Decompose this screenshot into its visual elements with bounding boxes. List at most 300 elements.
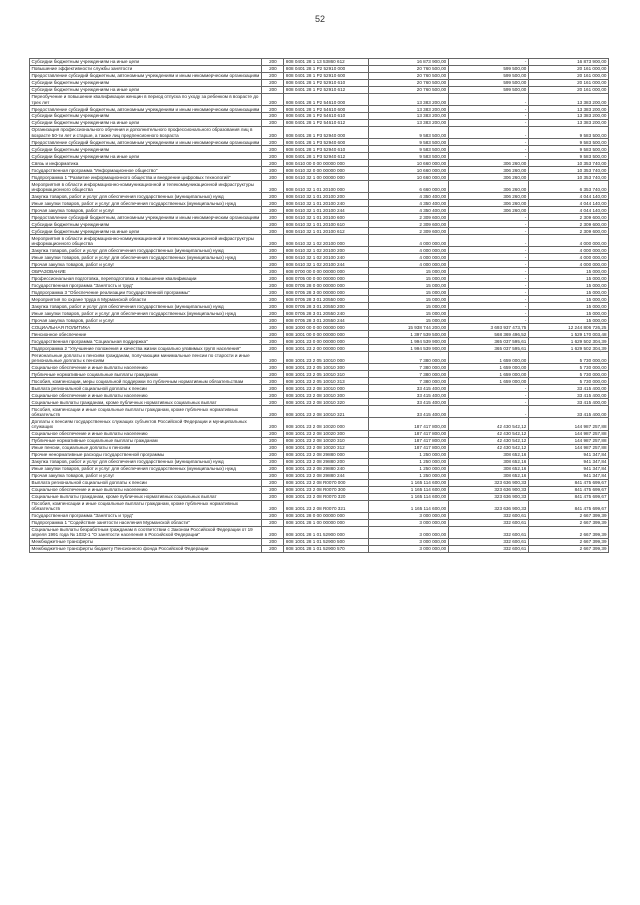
row-executed-amount-cell: 323 636 900,33: [448, 493, 528, 500]
row-executed-amount-cell: 308 652,16: [448, 458, 528, 465]
table-row: [30, 207, 609, 214]
table-row: [30, 193, 609, 200]
row-name-cell: Региональные доплаты к пенсиям гражданам, получающим минимальные пенсии по старости и иные региональные доплаты к пенсиям: [30, 352, 262, 364]
row-approved-amount-cell: 13 383 200,00: [368, 93, 448, 105]
row-executed-amount-cell: 308 652,16: [448, 472, 528, 479]
row-classification-code-cell: 808 0401 28 1 Р3 52940 610: [284, 146, 368, 153]
row-name-cell: Связь и информатика: [30, 160, 262, 167]
table-row: [30, 65, 609, 72]
row-unexecuted-amount-cell: 15 000,00: [528, 275, 608, 282]
row-classification-code-cell: 808 1001 23 2 08 10020 000: [284, 418, 368, 430]
row-unexecuted-amount-cell: 20 161 000,00: [528, 79, 608, 86]
row-line-code-cell: 200: [262, 153, 284, 160]
row-classification-code-cell: 808 1001 23 2 08 10010 000: [284, 385, 368, 392]
row-executed-amount-cell: 306 260,00: [448, 174, 528, 181]
row-executed-amount-cell: 599 500,00: [448, 79, 528, 86]
row-approved-amount-cell: 3 000 000,00: [368, 512, 448, 519]
row-executed-amount-cell: -: [448, 146, 528, 153]
row-name-cell: Субсидии бюджетным учреждениям: [30, 113, 262, 120]
row-executed-amount-cell: -: [448, 289, 528, 296]
row-approved-amount-cell: 1 165 114 600,00: [368, 493, 448, 500]
row-name-cell: Субсидии бюджетным учреждениям: [30, 146, 262, 153]
table-row: [30, 221, 609, 228]
table-row: [30, 317, 609, 324]
row-line-code-cell: 200: [262, 526, 284, 538]
row-name-cell: Субсидии бюджетным учреждениям на иные цели: [30, 86, 262, 93]
row-approved-amount-cell: 6 660 000,00: [368, 181, 448, 193]
table-row: [30, 310, 609, 317]
row-line-code-cell: 200: [262, 139, 284, 146]
table-row: [30, 545, 609, 552]
row-name-cell: Выплата региональной социальной доплаты к пенсии: [30, 479, 262, 486]
row-line-code-cell: 200: [262, 174, 284, 181]
row-executed-amount-cell: 42 430 542,12: [448, 418, 528, 430]
row-name-cell: Выплата региональной социальной доплаты к пенсии: [30, 385, 262, 392]
row-approved-amount-cell: 1 250 000,00: [368, 451, 448, 458]
row-classification-code-cell: 808 1001 28 1 01 52900 500: [284, 538, 368, 545]
row-executed-amount-cell: -: [448, 399, 528, 406]
row-line-code-cell: 200: [262, 228, 284, 235]
table-row: [30, 345, 609, 352]
row-executed-amount-cell: 332 600,61: [448, 519, 528, 526]
row-approved-amount-cell: 20 760 500,00: [368, 65, 448, 72]
row-approved-amount-cell: 20 760 500,00: [368, 86, 448, 93]
row-executed-amount-cell: 323 636 900,33: [448, 486, 528, 493]
row-line-code-cell: 200: [262, 406, 284, 418]
row-name-cell: Межбюджетные трансферты бюджету Пенсионного фонда Российской Федерации: [30, 545, 262, 552]
row-classification-code-cell: 808 1001 28 0 00 00000 000: [284, 512, 368, 519]
table-row: [30, 106, 609, 113]
row-classification-code-cell: 808 0401 28 1 Р2 54610 610: [284, 113, 368, 120]
row-classification-code-cell: 808 1001 23 2 05 10010 000: [284, 352, 368, 364]
table-row: [30, 364, 609, 371]
row-classification-code-cell: 808 0401 28 1 Р2 54610 600: [284, 106, 368, 113]
row-executed-amount-cell: -: [448, 221, 528, 228]
row-name-cell: Мероприятия по охране труда в Мурманской области: [30, 296, 262, 303]
row-line-code-cell: 200: [262, 371, 284, 378]
row-unexecuted-amount-cell: 15 000,00: [528, 296, 608, 303]
row-approved-amount-cell: 15 000,00: [368, 289, 448, 296]
row-approved-amount-cell: 16 873 900,00: [368, 59, 448, 66]
row-unexecuted-amount-cell: 1 629 502 304,39: [528, 345, 608, 352]
row-executed-amount-cell: 365 037 595,61: [448, 345, 528, 352]
row-unexecuted-amount-cell: 841 475 699,67: [528, 479, 608, 486]
row-unexecuted-amount-cell: 4 000 000,00: [528, 235, 608, 247]
row-name-cell: Субсидии бюджетным учреждениям на иные цели: [30, 153, 262, 160]
table-row: [30, 331, 609, 338]
row-approved-amount-cell: 15 000,00: [368, 303, 448, 310]
row-classification-code-cell: 808 0705 28 3 01 20550 244: [284, 317, 368, 324]
row-name-cell: Организация профессионального обучения и дополнительного профессионального образования лиц в возрасте 50-ти лет и старше, а также лиц предпенсионного возраста: [30, 127, 262, 139]
row-executed-amount-cell: 1 659 000,00: [448, 352, 528, 364]
table-row: [30, 261, 609, 268]
row-unexecuted-amount-cell: 144 987 257,88: [528, 430, 608, 437]
row-unexecuted-amount-cell: 841 475 699,67: [528, 486, 608, 493]
row-unexecuted-amount-cell: 2 309 600,00: [528, 214, 608, 221]
row-unexecuted-amount-cell: 4 044 140,00: [528, 207, 608, 214]
row-classification-code-cell: 808 0410 32 1 02 20100 200: [284, 247, 368, 254]
row-name-cell: Предоставление субсидий бюджетным, автономным учреждениям и иным некоммерческим организациям: [30, 106, 262, 113]
row-line-code-cell: 200: [262, 324, 284, 331]
row-classification-code-cell: 808 0410 32 0 00 00000 000: [284, 167, 368, 174]
row-approved-amount-cell: 9 583 500,00: [368, 127, 448, 139]
row-line-code-cell: 200: [262, 352, 284, 364]
row-unexecuted-amount-cell: 9 583 500,00: [528, 153, 608, 160]
row-unexecuted-amount-cell: 941 347,84: [528, 451, 608, 458]
row-line-code-cell: 200: [262, 437, 284, 444]
row-executed-amount-cell: -: [448, 310, 528, 317]
row-executed-amount-cell: -: [448, 120, 528, 127]
row-line-code-cell: 200: [262, 72, 284, 79]
row-line-code-cell: 200: [262, 310, 284, 317]
table-row: [30, 451, 609, 458]
row-executed-amount-cell: -: [448, 392, 528, 399]
row-executed-amount-cell: 306 260,00: [448, 193, 528, 200]
row-unexecuted-amount-cell: 941 347,84: [528, 458, 608, 465]
row-executed-amount-cell: 332 600,61: [448, 545, 528, 552]
table-row: [30, 399, 609, 406]
row-classification-code-cell: 808 0401 28 1 Р3 52940 612: [284, 153, 368, 160]
row-approved-amount-cell: 1 994 539 900,00: [368, 338, 448, 345]
row-line-code-cell: 200: [262, 254, 284, 261]
row-executed-amount-cell: -: [448, 153, 528, 160]
table-row: [30, 146, 609, 153]
table-row: [30, 282, 609, 289]
row-approved-amount-cell: 2 309 600,00: [368, 221, 448, 228]
row-approved-amount-cell: 2 309 600,00: [368, 228, 448, 235]
row-unexecuted-amount-cell: 13 383 200,00: [528, 120, 608, 127]
row-approved-amount-cell: 1 165 114 600,00: [368, 500, 448, 512]
row-approved-amount-cell: 10 660 000,00: [368, 167, 448, 174]
row-unexecuted-amount-cell: 2 667 399,39: [528, 538, 608, 545]
row-approved-amount-cell: 33 415 400,00: [368, 399, 448, 406]
row-line-code-cell: 200: [262, 512, 284, 519]
row-classification-code-cell: 808 0401 28 1 Р2 52910 600: [284, 72, 368, 79]
row-approved-amount-cell: 4 350 400,00: [368, 200, 448, 207]
row-executed-amount-cell: 599 500,00: [448, 86, 528, 93]
row-unexecuted-amount-cell: 16 873 900,00: [528, 59, 608, 66]
row-unexecuted-amount-cell: 144 987 257,88: [528, 437, 608, 444]
row-unexecuted-amount-cell: 15 000,00: [528, 282, 608, 289]
table-row: [30, 392, 609, 399]
row-name-cell: Переобучение и повышение квалификации женщин в период отпуска по уходу за ребенком в возрасте до трех лет: [30, 93, 262, 105]
row-line-code-cell: 200: [262, 430, 284, 437]
row-unexecuted-amount-cell: 2 667 399,39: [528, 519, 608, 526]
row-executed-amount-cell: 306 260,00: [448, 200, 528, 207]
row-line-code-cell: 200: [262, 289, 284, 296]
row-classification-code-cell: 808 0410 32 1 01 20100 244: [284, 207, 368, 214]
row-name-cell: Прочая закупка товаров, работ и услуг: [30, 317, 262, 324]
table-row: [30, 465, 609, 472]
row-name-cell: Социальное обеспечение и иные выплаты населению: [30, 486, 262, 493]
row-approved-amount-cell: 10 660 000,00: [368, 160, 448, 167]
row-name-cell: Государственная программа "Социальная поддержка": [30, 338, 262, 345]
table-row: [30, 512, 609, 519]
table-row: [30, 378, 609, 385]
row-line-code-cell: 200: [262, 385, 284, 392]
row-unexecuted-amount-cell: 15 000,00: [528, 317, 608, 324]
row-classification-code-cell: 808 1001 00 0 00 00000 000: [284, 331, 368, 338]
row-approved-amount-cell: 15 000,00: [368, 275, 448, 282]
row-approved-amount-cell: 4 000 000,00: [368, 247, 448, 254]
row-executed-amount-cell: 332 600,61: [448, 526, 528, 538]
row-line-code-cell: 200: [262, 214, 284, 221]
row-executed-amount-cell: 599 500,00: [448, 72, 528, 79]
row-classification-code-cell: 808 0401 28 1 Р3 52940 000: [284, 127, 368, 139]
row-unexecuted-amount-cell: 9 583 500,00: [528, 146, 608, 153]
row-executed-amount-cell: 1 659 000,00: [448, 364, 528, 371]
row-line-code-cell: 200: [262, 486, 284, 493]
table-row: [30, 127, 609, 139]
row-classification-code-cell: 808 0401 28 1 Р2 52910 610: [284, 79, 368, 86]
table-row: [30, 247, 609, 254]
row-name-cell: Пособия, компенсации, меры социальной поддержки по публичным нормативным обязательствам: [30, 378, 262, 385]
row-classification-code-cell: 808 0705 28 3 01 20550 000: [284, 296, 368, 303]
row-line-code-cell: 200: [262, 519, 284, 526]
row-approved-amount-cell: 187 417 800,00: [368, 430, 448, 437]
row-executed-amount-cell: -: [448, 254, 528, 261]
row-name-cell: Социальные выплаты безработным гражданам в соответствии с Законом Российской Федерации от 19 апреля 1991 года № 1032-1 "О занятости населения в Российской Федерации": [30, 526, 262, 538]
table-row: [30, 472, 609, 479]
row-executed-amount-cell: -: [448, 385, 528, 392]
row-executed-amount-cell: 42 430 542,12: [448, 430, 528, 437]
row-line-code-cell: 200: [262, 261, 284, 268]
row-name-cell: Подпрограмма 1 "Развитие информационного общества и внедрение цифровых технологий": [30, 174, 262, 181]
row-executed-amount-cell: 365 037 595,61: [448, 338, 528, 345]
row-unexecuted-amount-cell: 2 667 399,39: [528, 512, 608, 519]
row-executed-amount-cell: 568 369 496,52: [448, 331, 528, 338]
row-name-cell: Предоставление субсидий бюджетным, автономным учреждениям и иным некоммерческим организациям: [30, 72, 262, 79]
row-approved-amount-cell: 4 000 000,00: [368, 261, 448, 268]
row-classification-code-cell: 808 1001 23 2 05 10010 310: [284, 371, 368, 378]
row-approved-amount-cell: 7 380 000,00: [368, 371, 448, 378]
row-name-cell: Публичные нормативные социальные выплаты гражданам: [30, 437, 262, 444]
row-name-cell: Подпрограмма 2 "Улучшение положения и качества жизни социально уязвимых групп населения": [30, 345, 262, 352]
table-row: [30, 181, 609, 193]
row-executed-amount-cell: -: [448, 228, 528, 235]
row-name-cell: Пособия, компенсации и иные социальные выплаты гражданам, кроме публичных нормативных обязательств: [30, 500, 262, 512]
row-line-code-cell: 200: [262, 331, 284, 338]
row-approved-amount-cell: 3 000 000,00: [368, 538, 448, 545]
row-executed-amount-cell: 306 260,00: [448, 160, 528, 167]
table-row: [30, 59, 609, 66]
table-row: [30, 174, 609, 181]
row-line-code-cell: 200: [262, 303, 284, 310]
row-classification-code-cell: 808 0410 00 0 00 00000 000: [284, 160, 368, 167]
table-row: [30, 93, 609, 105]
row-name-cell: Иные закупки товаров, работ и услуг для обеспечения государственных (муниципальных) нужд: [30, 310, 262, 317]
table-row: [30, 214, 609, 221]
row-unexecuted-amount-cell: 2 667 399,39: [528, 526, 608, 538]
row-unexecuted-amount-cell: 4 044 140,00: [528, 200, 608, 207]
row-line-code-cell: 200: [262, 247, 284, 254]
row-line-code-cell: 200: [262, 221, 284, 228]
row-approved-amount-cell: 3 000 000,00: [368, 526, 448, 538]
table-row: [30, 303, 609, 310]
row-executed-amount-cell: -: [448, 113, 528, 120]
row-unexecuted-amount-cell: 33 415 400,00: [528, 406, 608, 418]
row-classification-code-cell: 808 1001 28 1 01 52900 000: [284, 526, 368, 538]
row-classification-code-cell: 808 0401 28 1 Р2 54610 000: [284, 93, 368, 105]
row-line-code-cell: 200: [262, 444, 284, 451]
row-classification-code-cell: 808 1001 23 0 00 00000 000: [284, 338, 368, 345]
row-unexecuted-amount-cell: 15 000,00: [528, 303, 608, 310]
table-row: [30, 167, 609, 174]
row-classification-code-cell: 808 0410 32 1 01 20100 240: [284, 200, 368, 207]
row-line-code-cell: 200: [262, 317, 284, 324]
row-classification-code-cell: 808 0705 28 3 01 20550 200: [284, 303, 368, 310]
row-name-cell: Подпрограмма 3 "Обеспечение реализации Государственной программы": [30, 289, 262, 296]
table-row: [30, 200, 609, 207]
row-executed-amount-cell: -: [448, 235, 528, 247]
row-classification-code-cell: 808 0705 00 0 00 00000 000: [284, 275, 368, 282]
row-classification-code-cell: 808 0410 32 1 02 20100 244: [284, 261, 368, 268]
row-line-code-cell: 200: [262, 378, 284, 385]
row-approved-amount-cell: 13 383 200,00: [368, 106, 448, 113]
row-line-code-cell: 200: [262, 160, 284, 167]
row-classification-code-cell: 808 0410 32 1 01 20100 610: [284, 221, 368, 228]
row-name-cell: Предоставление субсидий бюджетным, автономным учреждениям и иным некоммерческим организациям: [30, 139, 262, 146]
budget-execution-table: [29, 58, 609, 553]
row-approved-amount-cell: 33 415 400,00: [368, 385, 448, 392]
row-unexecuted-amount-cell: 941 347,84: [528, 472, 608, 479]
row-executed-amount-cell: -: [448, 127, 528, 139]
row-line-code-cell: 200: [262, 146, 284, 153]
table-row: [30, 479, 609, 486]
row-unexecuted-amount-cell: 9 583 500,00: [528, 127, 608, 139]
row-line-code-cell: 200: [262, 451, 284, 458]
table-row: [30, 430, 609, 437]
row-unexecuted-amount-cell: 5 730 000,00: [528, 378, 608, 385]
row-approved-amount-cell: 1 250 000,00: [368, 472, 448, 479]
row-line-code-cell: 200: [262, 193, 284, 200]
row-line-code-cell: 200: [262, 106, 284, 113]
row-unexecuted-amount-cell: 2 667 399,39: [528, 545, 608, 552]
row-name-cell: Социальные выплаты гражданам, кроме публичных нормативных социальных выплат: [30, 493, 262, 500]
row-name-cell: Публичные нормативные социальные выплаты гражданам: [30, 371, 262, 378]
row-executed-amount-cell: 1 659 000,00: [448, 371, 528, 378]
row-approved-amount-cell: 20 760 500,00: [368, 72, 448, 79]
row-approved-amount-cell: 4 350 400,00: [368, 193, 448, 200]
row-executed-amount-cell: 306 260,00: [448, 181, 528, 193]
row-classification-code-cell: 808 1001 23 2 08 10020 312: [284, 444, 368, 451]
table-row: [30, 538, 609, 545]
table-row: [30, 486, 609, 493]
row-executed-amount-cell: -: [448, 282, 528, 289]
row-line-code-cell: 200: [262, 418, 284, 430]
row-classification-code-cell: 808 1001 23 2 08 10010 321: [284, 406, 368, 418]
row-line-code-cell: 200: [262, 458, 284, 465]
row-unexecuted-amount-cell: 4 000 000,00: [528, 261, 608, 268]
row-name-cell: Пособия, компенсации и иные социальные выплаты гражданам, кроме публичных нормативных обязательств: [30, 406, 262, 418]
row-name-cell: Субсидии бюджетным учреждениям на иные цели: [30, 120, 262, 127]
row-classification-code-cell: 808 0401 28 1 13 53860 612: [284, 59, 368, 66]
row-classification-code-cell: 808 0410 32 1 00 00000 000: [284, 174, 368, 181]
row-classification-code-cell: 808 1001 28 1 00 00000 000: [284, 519, 368, 526]
row-line-code-cell: 200: [262, 282, 284, 289]
row-unexecuted-amount-cell: 13 383 200,00: [528, 106, 608, 113]
row-name-cell: Социальное обеспечение и иные выплаты населению: [30, 430, 262, 437]
row-approved-amount-cell: 4 000 000,00: [368, 254, 448, 261]
row-approved-amount-cell: 187 417 800,00: [368, 444, 448, 451]
row-line-code-cell: 200: [262, 493, 284, 500]
row-unexecuted-amount-cell: 1 529 170 003,48: [528, 331, 608, 338]
row-unexecuted-amount-cell: 20 161 000,00: [528, 86, 608, 93]
row-classification-code-cell: 808 0410 32 1 01 20100 600: [284, 214, 368, 221]
row-approved-amount-cell: 187 417 800,00: [368, 418, 448, 430]
row-approved-amount-cell: 10 660 000,00: [368, 174, 448, 181]
budget-table-body: [30, 59, 609, 553]
row-executed-amount-cell: 323 636 900,33: [448, 500, 528, 512]
row-unexecuted-amount-cell: 5 730 000,00: [528, 364, 608, 371]
row-name-cell: Мероприятия в области информационно-коммуникационной и телекоммуникационной инфраструктуры информационного общества: [30, 181, 262, 193]
row-name-cell: Прочая закупка товаров, работ и услуг: [30, 472, 262, 479]
table-row: [30, 352, 609, 364]
row-name-cell: Государственная программа "Занятость и труд": [30, 282, 262, 289]
row-approved-amount-cell: 1 250 000,00: [368, 458, 448, 465]
row-approved-amount-cell: 20 760 500,00: [368, 79, 448, 86]
row-unexecuted-amount-cell: 5 730 000,00: [528, 371, 608, 378]
row-executed-amount-cell: 323 636 900,33: [448, 479, 528, 486]
table-row: [30, 406, 609, 418]
row-approved-amount-cell: 7 380 000,00: [368, 364, 448, 371]
row-line-code-cell: 200: [262, 235, 284, 247]
row-executed-amount-cell: -: [448, 106, 528, 113]
row-unexecuted-amount-cell: 941 347,84: [528, 465, 608, 472]
row-executed-amount-cell: 42 430 542,12: [448, 444, 528, 451]
row-line-code-cell: 200: [262, 120, 284, 127]
row-executed-amount-cell: 42 430 542,12: [448, 437, 528, 444]
row-line-code-cell: 200: [262, 465, 284, 472]
row-line-code-cell: 200: [262, 181, 284, 193]
row-classification-code-cell: 808 0410 32 1 01 20100 612: [284, 228, 368, 235]
row-approved-amount-cell: 15 000,00: [368, 268, 448, 275]
row-name-cell: Предоставление субсидий бюджетным, автономным учреждениям и иным некоммерческим организациям: [30, 214, 262, 221]
row-unexecuted-amount-cell: 144 987 257,88: [528, 444, 608, 451]
row-unexecuted-amount-cell: 6 353 740,00: [528, 181, 608, 193]
row-executed-amount-cell: -: [448, 93, 528, 105]
row-classification-code-cell: 808 1001 23 2 08 29880 240: [284, 465, 368, 472]
row-executed-amount-cell: 1 659 000,00: [448, 378, 528, 385]
row-approved-amount-cell: 13 383 200,00: [368, 120, 448, 127]
row-unexecuted-amount-cell: 10 353 740,00: [528, 167, 608, 174]
row-name-cell: Социальное обеспечение и иные выплаты населению: [30, 364, 262, 371]
row-approved-amount-cell: 15 000,00: [368, 282, 448, 289]
row-name-cell: Субсидии бюджетным учреждениям на иные цели: [30, 59, 262, 66]
row-name-cell: Закупка товаров, работ и услуг для обеспечения государственных (муниципальных) нужд: [30, 303, 262, 310]
row-line-code-cell: 200: [262, 86, 284, 93]
row-approved-amount-cell: 1 397 539 500,00: [368, 331, 448, 338]
row-unexecuted-amount-cell: 20 161 000,00: [528, 65, 608, 72]
row-classification-code-cell: 808 0410 32 1 02 20100 000: [284, 235, 368, 247]
row-approved-amount-cell: 15 000,00: [368, 296, 448, 303]
row-approved-amount-cell: 13 383 200,00: [368, 113, 448, 120]
row-classification-code-cell: 808 1001 23 2 08 10010 300: [284, 392, 368, 399]
row-name-cell: Профессиональная подготовка, переподготовка и повышение квалификации: [30, 275, 262, 282]
row-classification-code-cell: 808 1001 23 2 08 10020 300: [284, 430, 368, 437]
row-unexecuted-amount-cell: 13 383 200,00: [528, 93, 608, 105]
row-classification-code-cell: 808 1001 23 2 08 29880 000: [284, 451, 368, 458]
row-classification-code-cell: 808 0700 00 0 00 00000 000: [284, 268, 368, 275]
row-approved-amount-cell: 1 250 000,00: [368, 465, 448, 472]
row-unexecuted-amount-cell: 144 987 257,88: [528, 418, 608, 430]
row-line-code-cell: 200: [262, 93, 284, 105]
table-row: [30, 268, 609, 275]
table-row: [30, 493, 609, 500]
row-classification-code-cell: 808 1001 23 2 05 10010 300: [284, 364, 368, 371]
row-name-cell: Государственная программа "Информационное общество": [30, 167, 262, 174]
row-executed-amount-cell: 306 260,00: [448, 207, 528, 214]
